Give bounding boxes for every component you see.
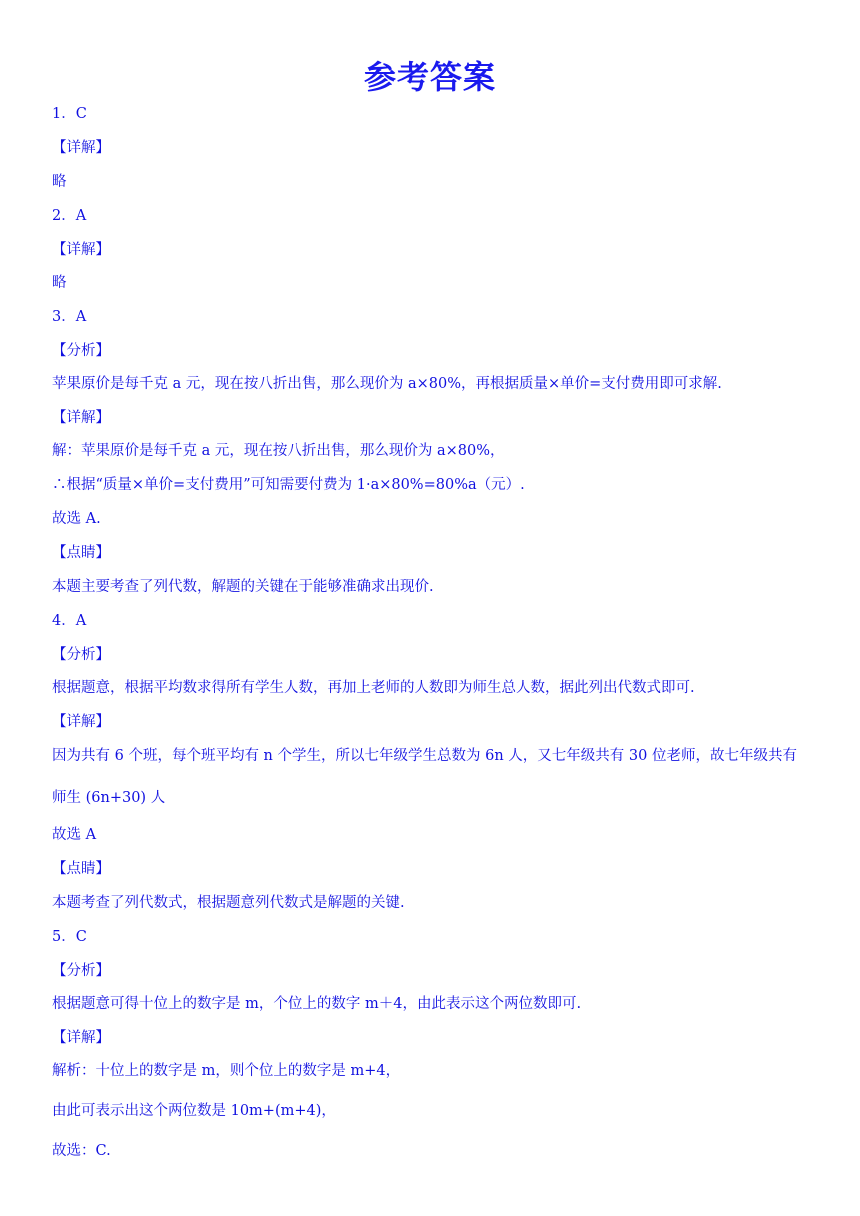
solution-text: 由此可表示出这个两位数是 10m+(m+4)， [52,1103,336,1119]
answer-text: 略 [52,174,67,190]
solution-text: 师生 (6n+30) 人 [52,790,166,806]
comment-text: 本题考查了列代数式，根据题意列代数式是解题的关键. [52,895,405,911]
answer-2-heading: 2．A [52,208,87,224]
section-label-comment: 【点睛】 [52,545,110,561]
section-label-analysis: 【分析】 [52,343,110,359]
analysis-text: 苹果原价是每千克 a 元，现在按八折出售，那么现价为 a×80%，再根据质量×单价=支付费用即可求解. [52,376,722,392]
solution-text: 解：苹果原价是每千克 a 元，现在按八折出售，那么现价为 a×80%， [52,443,505,459]
choice-text: 故选：C. [52,1143,111,1159]
section-label-detail: 【详解】 [52,410,110,426]
analysis-text: 根据题意可得十位上的数字是 m，个位上的数字 m＋4，由此表示这个两位数即可. [52,996,582,1012]
section-label-detail: 【详解】 [52,1030,110,1046]
section-label-detail: 【详解】 [52,714,110,730]
choice-text: 故选 A. [52,511,101,527]
page-title: 参考答案 [363,58,496,96]
section-label-analysis: 【分析】 [52,963,110,979]
section-label-comment: 【点睛】 [52,861,110,877]
solution-text: ∴根据“质量×单价=支付费用”可知需要付费为 1·a×80%=80%a（元）. [52,477,525,493]
answer-4-heading: 4．A [52,613,87,629]
answer-3-heading: 3．A [52,309,87,325]
solution-text: 因为共有 6 个班，每个班平均有 n 个学生，所以七年级学生总数为 6n 人，又七年级共有 30 位老师，故七年级共有 [52,748,797,764]
answer-1-heading: 1．C [52,106,87,122]
analysis-text: 根据题意，根据平均数求得所有学生人数，再加上老师的人数即为师生总人数，据此列出代数式即可. [52,680,695,696]
choice-text: 故选 A [52,827,97,843]
section-label-detail: 【详解】 [52,140,110,156]
answer-5-heading: 5．C [52,929,87,945]
solution-text: 解析：十位上的数字是 m，则个位上的数字是 m+4， [52,1063,401,1079]
answer-text: 略 [52,275,67,291]
section-label-analysis: 【分析】 [52,647,110,663]
comment-text: 本题主要考查了列代数，解题的关键在于能够准确求出现价. [52,579,434,595]
section-label-detail: 【详解】 [52,242,110,258]
